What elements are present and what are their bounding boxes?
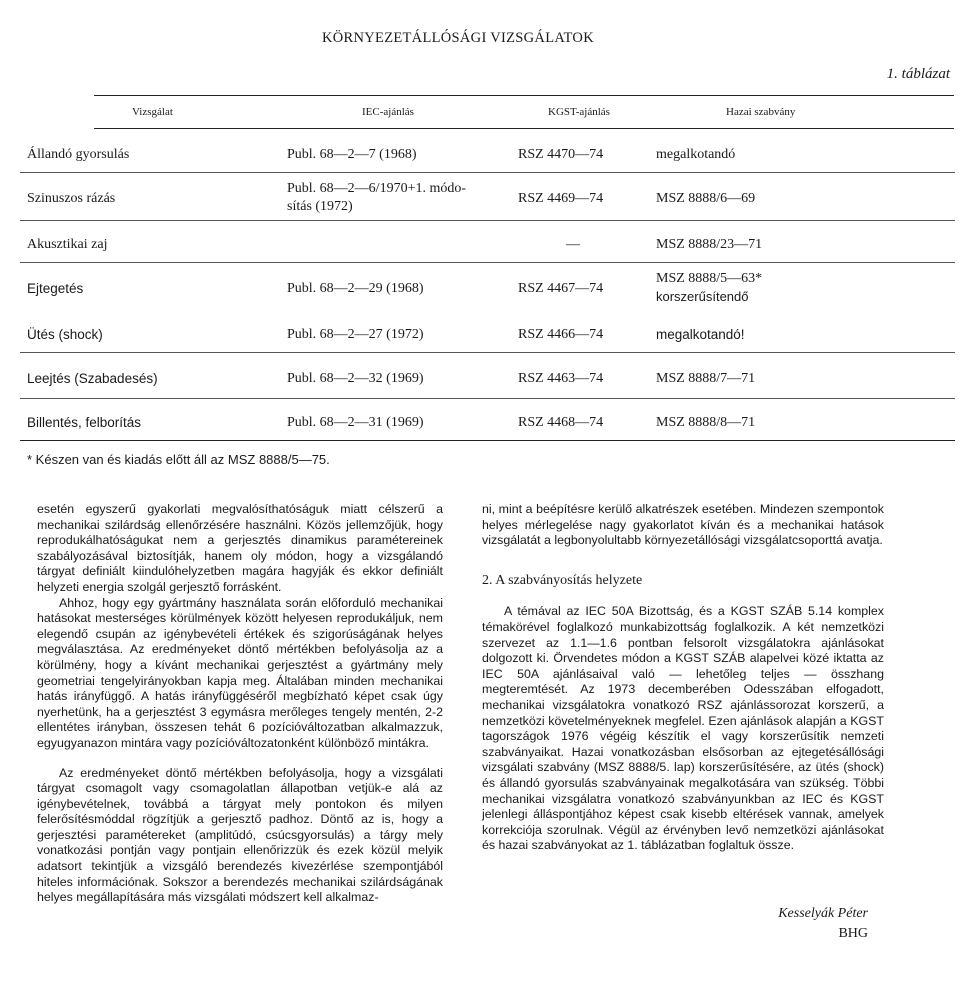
table-cell-test: Állandó gyorsulás xyxy=(27,147,130,162)
running-title: KÖRNYEZETÁLLÓSÁGI VIZSGÁLATOK xyxy=(322,30,594,46)
author-affiliation: BHG xyxy=(838,926,868,941)
table-top-rule xyxy=(94,95,954,96)
table-bottom-rule xyxy=(20,440,955,441)
row-rule xyxy=(20,220,955,221)
table-cell-hazai-note: korszerűsítendő xyxy=(656,289,749,304)
table-cell-iec-cont: sítás (1972) xyxy=(287,199,353,214)
table-cell-test: Leejtés (Szabadesés) xyxy=(27,371,158,386)
table-cell-kgst: RSZ 4467—74 xyxy=(518,281,604,296)
signature xyxy=(778,904,868,944)
table-cell-kgst: RSZ 4466—74 xyxy=(518,327,604,342)
table-cell-kgst: — xyxy=(566,237,580,252)
table-cell-test: Billentés, felborítás xyxy=(27,415,142,430)
row-rule xyxy=(20,262,955,263)
table-cell-test: Ütés (shock) xyxy=(27,327,103,342)
table-cell-iec: Publ. 68—2—31 (1969) xyxy=(287,415,424,430)
right-column xyxy=(482,502,884,854)
table-cell-test: Szinuszos rázás xyxy=(27,191,116,206)
table-caption: 1. táblázat xyxy=(886,66,950,82)
paragraph: Ahhoz, hogy egy gyártmány használata során előforduló mechanikai hatásokat mesterséges körülmények között helyesen reprodukáljuk, nem elegendő csupán az igénybevételi értékek és szigorúságának helyes megválasztása. Az eredményeket döntő mértékben befolyásolja az a körülmény, hogy a kívánt mechanikai gerjesztést a gyártmány mely geometriai tengelyirányokban kapja meg. Általában minden mechanikai hatás irányfüggő. A hatás irányfüggéséről megbízható képet csak úgy nyerhetünk, ha a gerjesztést 3 egymásra merőleges tengely mentén, 2-2 ellentétes irányban, összesen tehát 6 pozícióváltozatban alkalmazzuk, egyugyanazon mintára vagy pozícióváltozatonként különböző mintákra. xyxy=(37,595,443,750)
table-cell-kgst: RSZ 4468—74 xyxy=(518,415,604,430)
col-header-iec: IEC-ajánlás xyxy=(362,106,414,118)
row-rule xyxy=(20,352,955,353)
table-cell-hazai: megalkotandó! xyxy=(656,327,745,342)
table-cell-iec: Publ. 68—2—29 (1968) xyxy=(287,281,424,296)
author-name: Kesselyák Péter xyxy=(778,906,868,921)
paragraph: A témával az IEC 50A Bizottság, és a KGST SZÁB 5.14 komplex témakörével foglalkozó munkabizottság foglalkozik. A két nemzetközi szervezet az 1.1—1.6 pontban felsorolt vizsgálatokra ajánlásokat dolgozott ki. Örvendetes módon a KGST SZÁB alapelvei közé iktatta az IEC 50A ajánlásaival való — lehetőleg teljes — összhang megteremtését. Az 1973 decemberében Odesszában elfogadott, mechanikai vizsgálatokra vonatkozó RSZ ajánlássorozat korszerű, a nemzetközi követelményeknek megfelel. Ezen ajánlások alapján a KGST tagországok 1976 végéig készítik el vagy korszerűsítik nemzeti szabványaikat. Hazai vonatkozásban elsősorban az ejtegetésállósági vizsgálati szabvány (MSZ 8888/5. lap) korszerűsítésére, az ütés (shock) és állandó gyorsulás szabványainak megalkotására van szükség. Többi mechanikai vizsgálatra vonatkozó szabványunkban az IEC és KGST jelenlegi álláspontjához képest csak kisebb eltérések vannak, amelyek korrekciója szorulnak. Végül az érvényben levő nemzetközi ajánlásokat és hazai szabványokat az 1. táblázatban foglaltuk össze. xyxy=(482,604,884,853)
table-cell-kgst: RSZ 4463—74 xyxy=(518,371,604,386)
row-rule xyxy=(20,398,955,399)
left-column xyxy=(37,502,443,906)
paragraph: ni, mint a beépítésre kerülő alkatrészek esetében. Mindezen szempontok helyes mérlegelése nagy gyakorlatot kíván és a mechanikai hatások vizsgálatát a legbonyolultabb környezetállósági vizsgálatcsoporttá avatja. xyxy=(482,502,884,548)
table-cell-test: Akusztikai zaj xyxy=(27,237,108,252)
table-header-rule xyxy=(94,128,954,129)
table-cell-kgst: RSZ 4470—74 xyxy=(518,147,604,162)
table-cell-kgst: RSZ 4469—74 xyxy=(518,191,604,206)
section-heading: 2. A szabványosítás helyzete xyxy=(482,572,643,588)
table-cell-hazai: MSZ 8888/23—71 xyxy=(656,237,763,252)
table-cell-test: Ejtegetés xyxy=(27,281,84,296)
table-cell-hazai: MSZ 8888/6—69 xyxy=(656,191,756,206)
table-cell-iec: Publ. 68—2—32 (1969) xyxy=(287,371,424,386)
table-cell-iec: Publ. 68—2—27 (1972) xyxy=(287,327,424,342)
table-cell-hazai: MSZ 8888/5—63* xyxy=(656,271,763,286)
col-header-hazai: Hazai szabvány xyxy=(726,106,796,118)
table-cell-hazai: megalkotandó xyxy=(656,147,736,162)
col-header-vizsgalat: Vizsgálat xyxy=(132,106,173,118)
table-cell-hazai: MSZ 8888/8—71 xyxy=(656,415,756,430)
col-header-kgst: KGST-ajánlás xyxy=(548,106,610,118)
table-cell-hazai: MSZ 8888/7—71 xyxy=(656,371,756,386)
table-footnote: * Készen van és kiadás előtt áll az MSZ 8888/5—75. xyxy=(27,452,330,467)
row-rule xyxy=(20,172,955,173)
paragraph: esetén egyszerű gyakorlati megvalósíthatóságuk miatt célszerű a mechanikai szilárdság ellenőrzésére használni. Közös jellemzőjük, hogy reprodukálhatóságukat nem a gerjesztés dinamikus paramétereinek szabályozásával biztosítják, hanem oly módon, hogy a vizsgálandó tárgyat definiált kiindulóhelyzetben magára hagyják és ekkor definiált helyzeti energia szolgál gerjesztő forrásként. xyxy=(37,502,443,594)
paragraph: Az eredményeket döntő mértékben befolyásolja, hogy a vizsgálati tárgyat csomagolt vagy csomagolatlan állapotban vetjük-e alá az igénybevételnek, továbbá a tárgyat mely pontokon és milyen felerősítésmóddal rögzítjük a gerjesztő padhoz. Döntő az is, hogy a gerjesztési paramétereket (amplitúdó, csúcsgyorsulás) a tárgy mely vonatkozási pontján vagy pontjain ellenőrizzük és ezek közül melyik adatsort tekintjük a vizsgáló berendezés kivezérlése szempontjából hiteles információnak. Sokszor a berendezés mechanikai szilárdságának helyes megállapítására más vizsgálati módszert kell alkalmaz- xyxy=(37,765,443,905)
table-cell-iec: Publ. 68—2—7 (1968) xyxy=(287,147,417,162)
table-cell-iec: Publ. 68—2—6/1970+1. módo- xyxy=(287,181,467,196)
